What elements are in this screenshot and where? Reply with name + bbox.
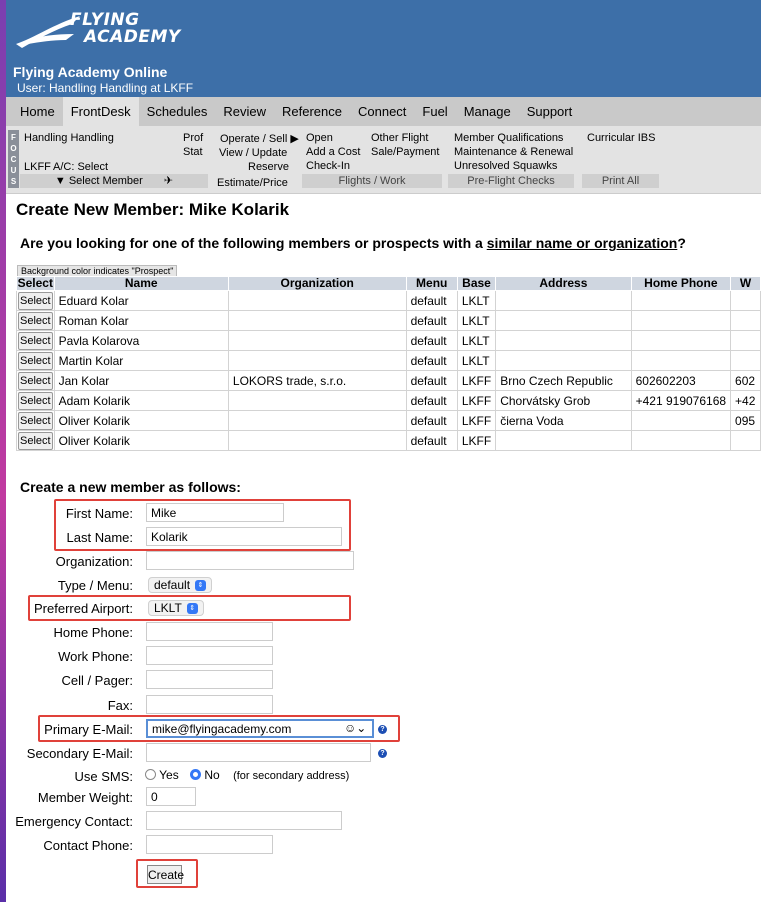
contact-phone-row (6, 835, 761, 857)
select-cell (17, 431, 55, 451)
base-cell: LKLT (457, 311, 495, 331)
column-header: Organization (228, 277, 406, 291)
reserve-link[interactable]: Reserve (248, 161, 289, 173)
organization-cell (228, 411, 406, 431)
work-phone-cell: 095 (731, 411, 761, 431)
cell-pager-input[interactable] (146, 670, 273, 689)
organization-cell: LOKORS trade, s.r.o. (228, 371, 406, 391)
fax-label: Fax: (107, 698, 133, 713)
name-cell: Roman Kolar (54, 311, 228, 331)
select-cell (17, 411, 55, 431)
table-row (17, 311, 761, 331)
emergency-contact-input[interactable] (146, 811, 342, 830)
name-highlight-box (54, 499, 351, 551)
column-header: Name (54, 277, 228, 291)
similar-members-table (16, 276, 761, 451)
secondary-email-input[interactable] (146, 743, 371, 762)
fax-row (6, 695, 761, 717)
nav-home[interactable]: Home (20, 104, 55, 119)
cell-pager-row (6, 670, 761, 692)
select-button[interactable]: Select (18, 392, 53, 410)
create-highlight-box (136, 859, 198, 888)
help-icon[interactable]: ? (378, 725, 387, 734)
select-cell (17, 351, 55, 371)
focus-letter: U (10, 166, 17, 175)
work-phone-row (6, 646, 761, 668)
email-highlight-box (38, 715, 400, 742)
check-in-link[interactable]: Check-In (306, 160, 351, 172)
view-update-link[interactable]: View / Update (219, 147, 288, 159)
organization-input[interactable] (146, 551, 354, 570)
menu-cell: default (406, 351, 457, 371)
print-all-link[interactable]: Print All (582, 174, 659, 188)
column-header: Address (496, 277, 631, 291)
create-member-form-title: Create a new member as follows: (20, 479, 241, 495)
work-phone-cell: 602 (731, 371, 761, 391)
sms-no-radio[interactable] (190, 769, 201, 780)
curricular-ibs-link[interactable]: Curricular IBS (587, 132, 656, 144)
column-header: Base (457, 277, 495, 291)
home-phone-cell: +421 919076168 (631, 391, 730, 411)
organization-row (6, 551, 761, 573)
work-phone-cell (731, 291, 761, 311)
sms-options (145, 768, 349, 782)
open-link[interactable]: Open (306, 132, 333, 144)
header (6, 0, 761, 97)
organization-cell (228, 391, 406, 411)
frontdesk-toolbar (6, 126, 761, 194)
select-button[interactable]: Select (18, 372, 53, 390)
home-phone-cell (631, 331, 730, 351)
curricular-group (582, 130, 659, 188)
similar-members-question (20, 235, 686, 251)
sms-note: (for secondary address) (233, 770, 350, 782)
focus-letter: S (10, 177, 17, 186)
address-cell (496, 291, 631, 311)
table-row (17, 411, 761, 431)
nav-connect[interactable]: Connect (357, 104, 407, 119)
secondary-email-row (6, 743, 761, 765)
column-header: Home Phone (631, 277, 730, 291)
sms-no-label: No (204, 768, 220, 782)
menu-cell: default (406, 391, 457, 411)
base-cell: LKLT (457, 291, 495, 311)
base-cell: LKFF (457, 411, 495, 431)
address-cell (496, 311, 631, 331)
nav-frontdesk[interactable]: FrontDesk (63, 97, 139, 126)
plane-icon[interactable]: ✈ (163, 175, 174, 187)
question-mark: ? (677, 235, 686, 251)
focus-airport[interactable]: LKFF (24, 161, 51, 173)
focus-strip (8, 130, 19, 188)
use-sms-row (6, 766, 761, 788)
name-cell: Jan Kolar (54, 371, 228, 391)
select-cell (17, 311, 55, 331)
emergency-contact-row (6, 811, 761, 833)
organization-cell (228, 311, 406, 331)
logo-text-academy: ACADEMY (84, 27, 181, 47)
operate-group (212, 130, 298, 188)
work-phone-cell: +42 (731, 391, 761, 411)
operate-sell-link[interactable] (220, 132, 299, 145)
address-cell (496, 351, 631, 371)
preferred-airport-label: Preferred Airport: (34, 601, 133, 616)
base-cell: LKFF (457, 391, 495, 411)
work-phone-input[interactable] (146, 646, 273, 665)
table-row (17, 391, 761, 411)
last-name-label: Last Name: (66, 530, 133, 545)
select-cell (17, 391, 55, 411)
focus-member-box (20, 130, 208, 188)
home-phone-label: Home Phone: (53, 625, 133, 640)
member-weight-row (6, 787, 761, 809)
name-cell: Eduard Kolar (54, 291, 228, 311)
address-cell: Chorvátsky Grob (496, 391, 631, 411)
contact-phone-input[interactable] (146, 835, 273, 854)
work-phone-cell (731, 351, 761, 371)
home-phone-cell (631, 411, 730, 431)
name-cell: Adam Kolarik (54, 391, 228, 411)
prospect-legend-note: Background color indicates "Prospect" (17, 265, 177, 278)
table-row (17, 431, 761, 451)
member-weight-label: Member Weight: (37, 790, 133, 805)
focus-aircraft-select[interactable]: A/C: Select (53, 161, 109, 173)
home-phone-cell (631, 431, 730, 451)
sale-payment-link[interactable]: Sale/Payment (371, 146, 440, 158)
focus-prof-link[interactable]: Prof (183, 132, 204, 144)
home-phone-row (6, 622, 761, 644)
address-cell: Brno Czech Republic (496, 371, 631, 391)
base-cell: LKFF (457, 371, 495, 391)
type-menu-value: default (154, 578, 191, 592)
menu-cell: default (406, 371, 457, 391)
similar-name-link[interactable]: similar name or organization (486, 235, 678, 251)
focus-member-name[interactable]: Handling Handling (24, 132, 114, 144)
type-menu-label: Type / Menu: (57, 578, 133, 593)
sms-yes-label: Yes (159, 768, 179, 782)
organization-label: Organization: (55, 554, 133, 569)
select-cell (17, 371, 55, 391)
menu-cell: default (406, 291, 457, 311)
chevron-updown-icon: ⇕ (195, 580, 206, 591)
table-row (17, 371, 761, 391)
name-cell: Oliver Kolarik (54, 431, 228, 451)
select-member-bar[interactable] (20, 174, 208, 188)
nav-support[interactable]: Support (526, 104, 573, 119)
menu-cell: default (406, 311, 457, 331)
select-button[interactable]: Select (18, 312, 53, 330)
organization-cell (228, 291, 406, 311)
preflight-checks-label: Pre-Flight Checks (448, 174, 574, 188)
name-cell: Pavla Kolarova (54, 331, 228, 351)
create-button[interactable]: Create (147, 865, 182, 884)
nav-manage[interactable]: Manage (463, 104, 511, 119)
unresolved-squawks-link[interactable]: Unresolved Squawks (454, 160, 558, 172)
logo-text-flying: FLYING (70, 10, 140, 30)
work-phone-cell (731, 311, 761, 331)
address-cell: čierna Voda (496, 411, 631, 431)
autofill-contact-icon[interactable]: ☺⌄ (344, 721, 367, 735)
home-phone-cell (631, 291, 730, 311)
table-row (17, 291, 761, 311)
type-menu-select[interactable] (148, 577, 212, 593)
flying-academy-logo[interactable] (14, 10, 194, 50)
focus-stat-link[interactable]: Stat (183, 146, 203, 158)
menu-cell: default (406, 431, 457, 451)
contact-phone-label: Contact Phone: (43, 838, 133, 853)
page-title: Create New Member: Mike Kolarik (16, 200, 290, 219)
nav-review[interactable]: Review (223, 104, 266, 119)
nav-schedules[interactable]: Schedules (146, 104, 208, 119)
select-button[interactable]: Select (18, 332, 53, 350)
address-cell (496, 331, 631, 351)
estimate-price-link[interactable]: Estimate/Price (217, 177, 288, 189)
flights-work-group (302, 130, 442, 188)
page (6, 0, 761, 902)
member-qualifications-link[interactable]: Member Qualifications (454, 132, 564, 144)
cell-pager-label: Cell / Pager: (61, 673, 133, 688)
question-text: Are you looking for one of the following members or prospects with a (20, 235, 487, 251)
work-phone-label: Work Phone: (58, 649, 133, 664)
nav-reference[interactable]: Reference (282, 104, 342, 119)
select-cell (17, 331, 55, 351)
focus-letter: C (10, 155, 17, 164)
home-phone-cell (631, 311, 730, 331)
base-cell: LKFF (457, 431, 495, 451)
table-header-row (17, 277, 761, 291)
select-cell (17, 291, 55, 311)
select-button[interactable]: Select (18, 432, 53, 450)
base-cell: LKLT (457, 331, 495, 351)
preferred-airport-value: LKLT (154, 601, 182, 615)
home-phone-cell (631, 351, 730, 371)
organization-cell (228, 351, 406, 371)
chevron-updown-icon: ⇕ (187, 603, 198, 614)
secondary-email-label: Secondary E-Mail: (26, 746, 133, 761)
type-menu-row (6, 575, 761, 597)
triangle-down-icon: ▼ (54, 175, 66, 187)
help-icon[interactable]: ? (378, 749, 387, 758)
app-title: Flying Academy Online (13, 64, 168, 80)
base-cell: LKLT (457, 351, 495, 371)
home-phone-input[interactable] (146, 622, 273, 641)
column-header: Menu (406, 277, 457, 291)
menu-cell: default (406, 331, 457, 351)
nav-fuel[interactable]: Fuel (422, 104, 448, 119)
work-phone-cell (731, 431, 761, 451)
maintenance-renewal-link[interactable]: Maintenance & Renewal (454, 146, 574, 158)
name-cell: Martin Kolar (54, 351, 228, 371)
member-weight-input[interactable] (146, 787, 196, 806)
emergency-contact-label: Emergency Contact: (15, 814, 133, 829)
home-phone-cell: 602602203 (631, 371, 730, 391)
airport-highlight-box (28, 595, 351, 621)
sms-yes-radio[interactable] (145, 769, 156, 780)
first-name-label: First Name: (65, 506, 133, 521)
focus-letter: O (10, 144, 17, 153)
primary-email-label: Primary E-Mail: (44, 722, 133, 737)
flights-work-label: Flights / Work (302, 174, 442, 188)
select-member-label: Select Member (68, 175, 143, 187)
focus-letter: F (11, 133, 16, 142)
work-phone-cell (731, 331, 761, 351)
preflight-group (448, 130, 574, 188)
organization-cell (228, 331, 406, 351)
add-cost-link[interactable]: Add a Cost (306, 146, 361, 158)
main-nav (6, 97, 761, 126)
select-button[interactable]: Select (18, 412, 53, 430)
user-line: User: Handling Handling at LKFF (17, 81, 194, 95)
table-row (17, 331, 761, 351)
operate-sell-label: Operate / Sell (220, 133, 288, 145)
use-sms-label: Use SMS: (74, 769, 133, 784)
column-header: Select (17, 276, 53, 290)
table-row (17, 351, 761, 371)
menu-cell: default (406, 411, 457, 431)
column-header: W (731, 277, 761, 291)
select-button[interactable]: Select (18, 292, 53, 310)
name-cell: Oliver Kolarik (54, 411, 228, 431)
other-flight-link[interactable]: Other Flight (371, 132, 429, 144)
address-cell (496, 431, 631, 451)
organization-cell (228, 431, 406, 451)
select-button[interactable]: Select (18, 352, 53, 370)
fax-input[interactable] (146, 695, 273, 714)
triangle-right-icon: ▶ (290, 133, 299, 145)
